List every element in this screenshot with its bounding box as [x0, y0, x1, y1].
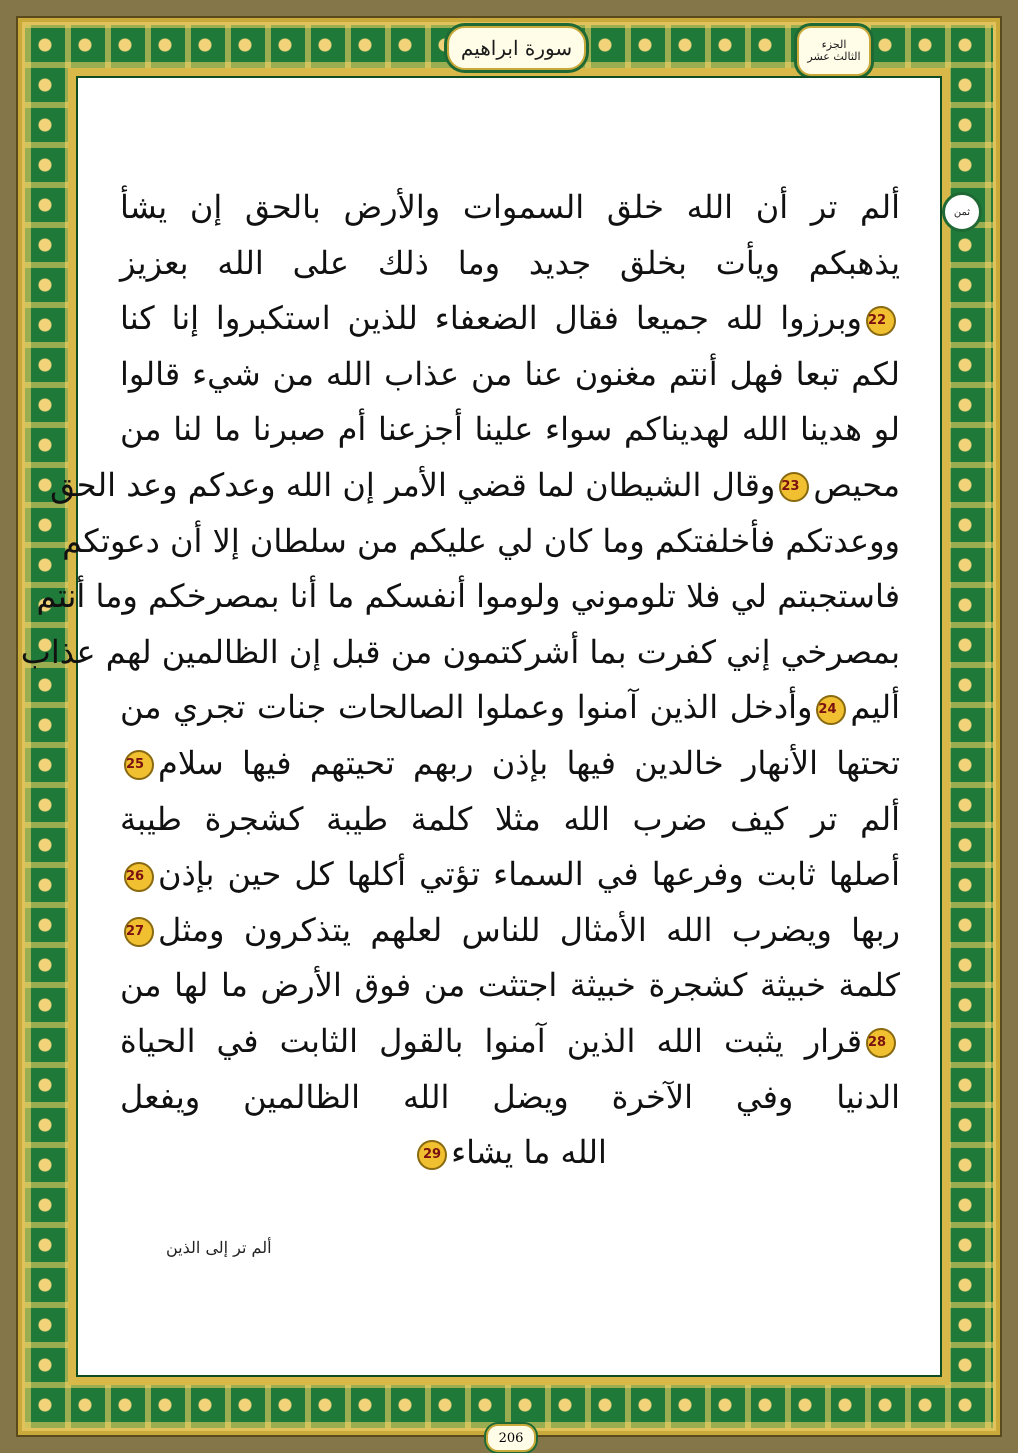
line-text: لكم تبعا فهل أنتم مغنون عنا من عذاب الله من شيء قالوا [120, 354, 900, 393]
text-line-6 [50, 458, 900, 514]
juz-line2: الثالث عشر [807, 50, 861, 63]
line-text: بمصرخي إني كفرت بما أشركتمون من قبل إن الظالمين لهم عذاب [20, 632, 900, 671]
line-text: أصلها ثابت وفرعها في السماء تؤتي أكلها كل حين بإذن [158, 855, 900, 894]
text-line-16 [120, 1014, 900, 1070]
line-text: لو هدينا الله لهديناكم سواء علينا أجزعنا أم صبرنا ما لنا من [120, 410, 901, 449]
line-text: الله ما يشاء [451, 1133, 607, 1172]
line-text: ربها ويضرب الله الأمثال للناس لعلهم يتذكرون ومثل [158, 910, 900, 949]
juz-label [797, 26, 871, 76]
text-line-11 [120, 736, 900, 792]
line-text: وبرزوا لله جميعا فقال الضعفاء للذين استكبروا إنا كنا [120, 299, 862, 338]
line-prefix: محيص [813, 465, 900, 504]
ayah-marker-25: 25 [124, 750, 154, 780]
line-text: كلمة خبيثة كشجرة خبيثة اجتثت من فوق الأرض ما لها من [120, 966, 900, 1005]
hizb-marker [942, 192, 982, 232]
text-line-18 [120, 1125, 900, 1181]
catchword: ألم تر إلى الذين [166, 1238, 272, 1257]
line-text: فاستجبتم لي فلا تلوموني ولوموا أنفسكم ما أنا بمصرخكم وما أنتم [36, 577, 900, 616]
hizb-marker-text: ثمن [953, 206, 971, 218]
line-text: تحتها الأنهار خالدين فيها بإذن ربهم تحيتهم فيها سلام [158, 743, 900, 782]
ayah-marker-22: 22 [866, 306, 896, 336]
line-text: ووعدتكم فأخلفتكم وما كان لي عليكم من سلطان إلا أن دعوتكم [62, 521, 900, 560]
line-text: يذهبكم ويأت بخلق جديد وما ذلك على الله بعزيز [120, 243, 900, 282]
text-line-12 [120, 792, 900, 848]
ayah-marker-26: 26 [124, 862, 154, 892]
line-text: وقال الشيطان لما قضي الأمر إن الله وعدكم وعد الحق [50, 465, 776, 504]
ayah-marker-27: 27 [124, 917, 154, 947]
line-text: وأدخل الذين آمنوا وعملوا الصالحات جنات تجري من [120, 688, 813, 727]
line-prefix: أليم [850, 688, 901, 727]
text-line-8 [36, 569, 900, 625]
quran-text [20, 180, 901, 1181]
text-line-5 [120, 402, 900, 458]
text-line-7 [62, 514, 900, 570]
text-line-13 [120, 847, 900, 903]
ayah-marker-28: 28 [866, 1028, 896, 1058]
text-line-17 [120, 1070, 900, 1126]
text-line-10 [120, 680, 900, 736]
line-text: الدنيا وفي الآخرة ويضل الله الظالمين ويفعل [120, 1077, 900, 1116]
ayah-marker-24: 24 [816, 695, 846, 725]
text-line-14 [120, 903, 900, 959]
juz-line1: الجزء [821, 38, 847, 51]
text-line-3 [120, 291, 900, 347]
surah-name: سورة ابراهيم [460, 36, 573, 60]
page-number-text: 206 [498, 1430, 524, 1446]
page-number [486, 1424, 536, 1452]
line-text: ألم تر أن الله خلق السموات والأرض بالحق إن يشأ [120, 188, 900, 226]
text-line-9 [20, 625, 900, 681]
line-text: ألم تر كيف ضرب الله مثلا كلمة طيبة كشجرة طيبة [120, 799, 900, 838]
surah-title [447, 26, 586, 70]
line-text: قرار يثبت الله الذين آمنوا بالقول الثابت في الحياة [120, 1021, 862, 1060]
ayah-marker-29: 29 [417, 1140, 447, 1170]
ayah-marker-23: 23 [779, 472, 809, 502]
text-line-15 [120, 958, 900, 1014]
text-line-4 [120, 347, 900, 403]
text-line-2 [120, 236, 900, 292]
text-line-1 [120, 180, 900, 236]
